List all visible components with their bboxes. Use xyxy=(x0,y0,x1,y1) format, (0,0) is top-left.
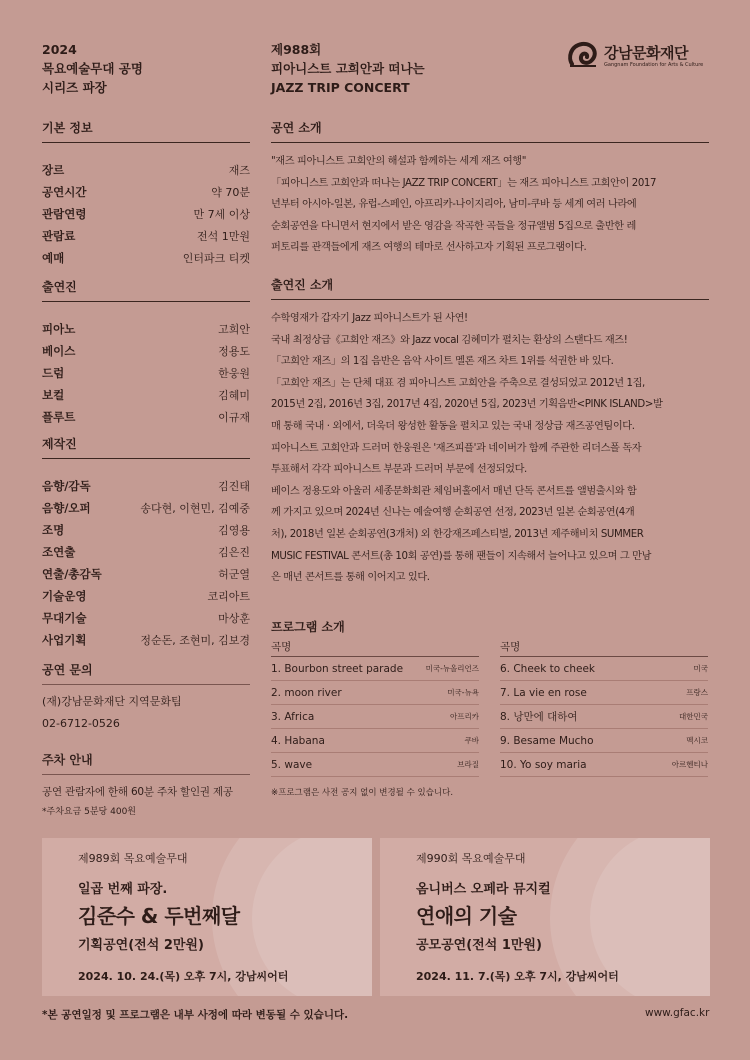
info-row xyxy=(42,563,250,585)
info-value: 마상훈 xyxy=(218,612,250,625)
info-value: 한웅원 xyxy=(218,367,250,380)
section-title: 공연 문의 xyxy=(42,661,250,685)
info-row xyxy=(42,340,250,362)
info-value: 정용도 xyxy=(218,345,250,358)
parking-section xyxy=(42,751,250,821)
program-list-right xyxy=(500,637,708,777)
info-row xyxy=(42,497,250,519)
info-row xyxy=(42,203,250,225)
footer-note: *본 공연일정 및 프로그램은 내부 사정에 따라 변동될 수 있습니다. xyxy=(42,1009,349,1021)
program-item xyxy=(271,753,479,777)
intro-section xyxy=(271,119,709,259)
card-series: 제989회 목요예술무대 xyxy=(78,852,188,865)
program-item xyxy=(271,657,479,681)
inquiry-section xyxy=(42,661,250,735)
info-value: 재즈 xyxy=(228,164,250,177)
info-row xyxy=(42,318,250,340)
card-subtitle: 옴니버스 오페라 뮤지컬 xyxy=(416,882,551,897)
paragraph-line: 께 가지고 있으며 2024년 신나는 예술여행 순회공연 선정, 2023년 일본 순회공연(4개 xyxy=(271,507,635,519)
info-label: 베이스 xyxy=(42,344,76,358)
info-row xyxy=(42,159,250,181)
info-value: 정순돈, 조현미, 김보경 xyxy=(140,634,250,647)
section-title: 제작진 xyxy=(42,435,250,459)
program-note: ※프로그램은 사전 공지 없이 변경될 수 있습니다. xyxy=(271,788,454,798)
info-row xyxy=(42,406,250,428)
paragraph-line: 퍼토리를 관객들에게 재즈 여행의 테마로 선사하고자 기획된 프로그램이다. xyxy=(271,242,587,254)
section-title: 주차 안내 xyxy=(42,751,250,775)
paragraph-line: MUSIC FESTIVAL 콘서트(총 10회 공연)를 통해 팬들이 지속해서 늘어나고 있으며 그 만남 xyxy=(271,550,652,562)
card-type: 공모공연(전석 1만원) xyxy=(416,938,542,953)
paragraph-line: 수학영재가 갑자기 Jazz 피아니스트가 된 사연! xyxy=(271,313,468,324)
paragraph-line: 2015년 2집, 2016년 3집, 2017년 4집, 2020년 5집, 2023년 기획음반<PINK ISLAND>발 xyxy=(271,399,663,411)
card-title: 김준수 & 두번째달 xyxy=(78,904,240,928)
song-title: 5. wave xyxy=(271,758,313,771)
song-title: 3. Africa xyxy=(271,710,315,723)
program-title xyxy=(271,618,709,635)
paragraph-line: 「피아니스트 고희안과 떠나는 JAZZ TRIP CONCERT」는 재즈 피아니스트 고희안이 2017 xyxy=(271,177,657,189)
song-origin: 대한민국 xyxy=(679,712,708,721)
program-item xyxy=(271,705,479,729)
paragraph-line: 은 매년 콘서트를 통해 이어지고 있다. xyxy=(271,572,430,584)
concert-title xyxy=(271,40,425,97)
performers-section xyxy=(42,278,250,428)
info-value: 약 70분 xyxy=(211,186,250,199)
info-value: 전석 1만원 xyxy=(197,230,250,243)
inquiry-phone[interactable]: 02-6712-0526 xyxy=(42,717,120,730)
info-row xyxy=(42,585,250,607)
paragraph-line: "재즈 피아니스트 고희안의 해설과 함께하는 세계 재즈 여행" xyxy=(271,156,527,167)
song-title: 9. Besame Mucho xyxy=(500,734,594,747)
info-label: 조명 xyxy=(42,523,65,537)
paragraph-line: 피아니스트 고희안과 드러머 한웅원은 '재즈피플'과 네이버가 함께 주관한 리더스폴 독자 xyxy=(271,442,642,454)
info-label: 드럼 xyxy=(42,366,65,380)
song-origin: 미국 xyxy=(693,664,708,673)
program-item xyxy=(271,681,479,705)
artists-section xyxy=(271,276,709,589)
inquiry-org: (재)강남문화재단 지역문화팀 xyxy=(42,695,182,708)
info-label: 음향/오퍼 xyxy=(42,501,91,515)
info-label: 기술운영 xyxy=(42,589,87,603)
card-title: 연애의 기술 xyxy=(416,904,517,928)
info-row xyxy=(42,225,250,247)
song-title: 10. Yo soy maria xyxy=(500,758,587,771)
concert-title-line: 피아니스트 고희안과 떠나는 xyxy=(271,61,425,76)
song-title: 7. La vie en rose xyxy=(500,686,587,699)
card-series: 제990회 목요예술무대 xyxy=(416,852,526,865)
card-date: 2024. 10. 24.(목) 오후 7시, 강남씨어터 xyxy=(78,970,289,983)
info-value: 김은진 xyxy=(218,546,250,559)
info-value: 허군열 xyxy=(218,568,250,581)
info-label: 사업기획 xyxy=(42,633,87,647)
info-label: 음향/감독 xyxy=(42,479,91,493)
series-year: 2024 xyxy=(42,42,77,57)
song-origin: 브라질 xyxy=(457,760,479,769)
paragraph-line: 년부터 아시아-일본, 유럽-스페인, 아프리카-나이지리아, 남미-쿠바 등 세계 여러 나라에 xyxy=(271,199,637,211)
program-item xyxy=(500,705,708,729)
song-origin: 미국-뉴올리언즈 xyxy=(425,664,479,673)
paragraph-line: 「고희안 재즈」의 1집 음반은 음악 사이트 멜론 재즈 차트 1위를 석권한 바 있다. xyxy=(271,356,614,368)
logo-subtitle: Gangnam Foundation for Arts & Culture xyxy=(604,62,704,68)
song-origin: 쿠바 xyxy=(464,736,479,745)
info-label: 피아노 xyxy=(42,322,76,336)
info-label: 무대기술 xyxy=(42,611,87,625)
program-header: 곡명 xyxy=(500,637,708,657)
parking-note: *주차요금 5분당 400원 xyxy=(42,807,136,817)
info-row xyxy=(42,384,250,406)
info-label: 조연출 xyxy=(42,545,76,559)
info-value: 인터파크 티켓 xyxy=(182,252,250,265)
program-item xyxy=(500,681,708,705)
info-value: 만 7세 이상 xyxy=(193,208,250,221)
parking-info: 공연 관람자에 한해 60분 주차 할인권 제공 xyxy=(42,786,233,798)
info-label: 공연시간 xyxy=(42,185,87,199)
paragraph-line: 베이스 정용도와 아울러 세종문화회관 체임버홀에서 매년 단독 콘서트를 앨범출시와 함 xyxy=(271,485,637,497)
card-date: 2024. 11. 7.(목) 오후 7시, 강남씨어터 xyxy=(416,970,619,983)
program-list-left xyxy=(271,637,479,777)
song-title: 4. Habana xyxy=(271,734,325,747)
info-value: 김진태 xyxy=(218,480,250,493)
paragraph-line: 매 통해 국내 · 외에서, 더욱더 왕성한 활동을 펼치고 있는 국내 정상급 재즈공연팀이다. xyxy=(271,420,635,432)
program-item xyxy=(271,729,479,753)
paragraph-line: 「고희안 재즈」는 단체 대표 겸 피아니스트 고희안을 주축으로 결성되었고 2012년 1집, xyxy=(271,377,645,389)
paragraph-line: 국내 최정상급《고희안 재즈》와 Jazz vocal 김혜미가 펼치는 환상의 스탠다드 재즈! xyxy=(271,334,628,346)
info-label: 관람연령 xyxy=(42,207,87,221)
section-title: 기본 정보 xyxy=(42,119,250,143)
song-origin: 멕시코 xyxy=(686,736,708,745)
info-row xyxy=(42,362,250,384)
info-row xyxy=(42,475,250,497)
info-value: 김영용 xyxy=(218,524,250,537)
logo-name: 강남문화재단 xyxy=(604,44,688,62)
next-concert-card[interactable] xyxy=(380,838,710,996)
song-title: 2. moon river xyxy=(271,686,342,699)
info-label: 장르 xyxy=(42,163,65,177)
program-header: 곡명 xyxy=(271,637,479,657)
card-type: 기획공연(전석 2만원) xyxy=(78,938,204,953)
song-title: 1. Bourbon street parade xyxy=(271,662,404,675)
series-subtitle: 시리즈 파장 xyxy=(42,80,107,95)
foundation-logo[interactable] xyxy=(566,40,716,74)
song-origin: 아프리카 xyxy=(450,712,479,721)
info-value: 코리아트 xyxy=(207,590,250,603)
concert-title-english: JAZZ TRIP CONCERT xyxy=(271,80,410,95)
info-value: 김혜미 xyxy=(218,389,250,402)
info-label: 관람료 xyxy=(42,229,76,243)
song-origin: 미국-뉴욕 xyxy=(447,688,479,697)
song-title: 6. Cheek to cheek xyxy=(500,662,595,675)
basic-info-section xyxy=(42,119,250,269)
info-row xyxy=(42,629,250,651)
paragraph-line: 처), 2018년 일본 순회공연(3개처) 외 한강재즈페스티벌, 2013년 제주해비치 SUMMER xyxy=(271,528,644,540)
info-row xyxy=(42,607,250,629)
info-label: 예매 xyxy=(42,251,65,265)
info-label: 보컬 xyxy=(42,388,65,402)
snail-logo-icon xyxy=(566,40,600,70)
paragraph-line: 순회공연을 다니면서 현지에서 받은 영감을 작곡한 곡들을 정규앨범 5집으로 출반한 레 xyxy=(271,220,636,232)
info-row xyxy=(42,541,250,563)
section-title: 프로그램 소개 xyxy=(271,620,345,634)
card-subtitle: 일곱 번째 파장. xyxy=(78,882,168,897)
info-label: 연출/총감독 xyxy=(42,567,102,581)
info-row xyxy=(42,247,250,269)
paragraph-line: 투표해서 각각 피아니스트 부문과 드러머 부문에 선정되었다. xyxy=(271,464,527,476)
info-value: 고희안 xyxy=(218,323,250,336)
website-link[interactable]: www.gfac.kr xyxy=(645,1007,710,1019)
section-title: 출연진 xyxy=(42,278,250,302)
song-origin: 프랑스 xyxy=(686,688,708,697)
song-origin: 아르헨티나 xyxy=(671,760,708,769)
song-title: 8. 낭만에 대하여 xyxy=(500,711,578,723)
program-item xyxy=(500,753,708,777)
program-item xyxy=(500,657,708,681)
program-item xyxy=(500,729,708,753)
next-concert-card[interactable] xyxy=(42,838,372,996)
info-row xyxy=(42,181,250,203)
section-title: 공연 소개 xyxy=(271,119,709,143)
info-value: 이규재 xyxy=(218,411,250,424)
section-title: 출연진 소개 xyxy=(271,276,709,300)
info-row xyxy=(42,519,250,541)
info-label: 플루트 xyxy=(42,410,76,424)
series-name: 목요예술무대 공명 xyxy=(42,61,143,76)
info-value: 송다현, 이현민, 김예중 xyxy=(140,502,250,515)
production-section xyxy=(42,435,250,651)
series-header xyxy=(42,40,143,97)
concert-number: 제988회 xyxy=(271,42,322,57)
